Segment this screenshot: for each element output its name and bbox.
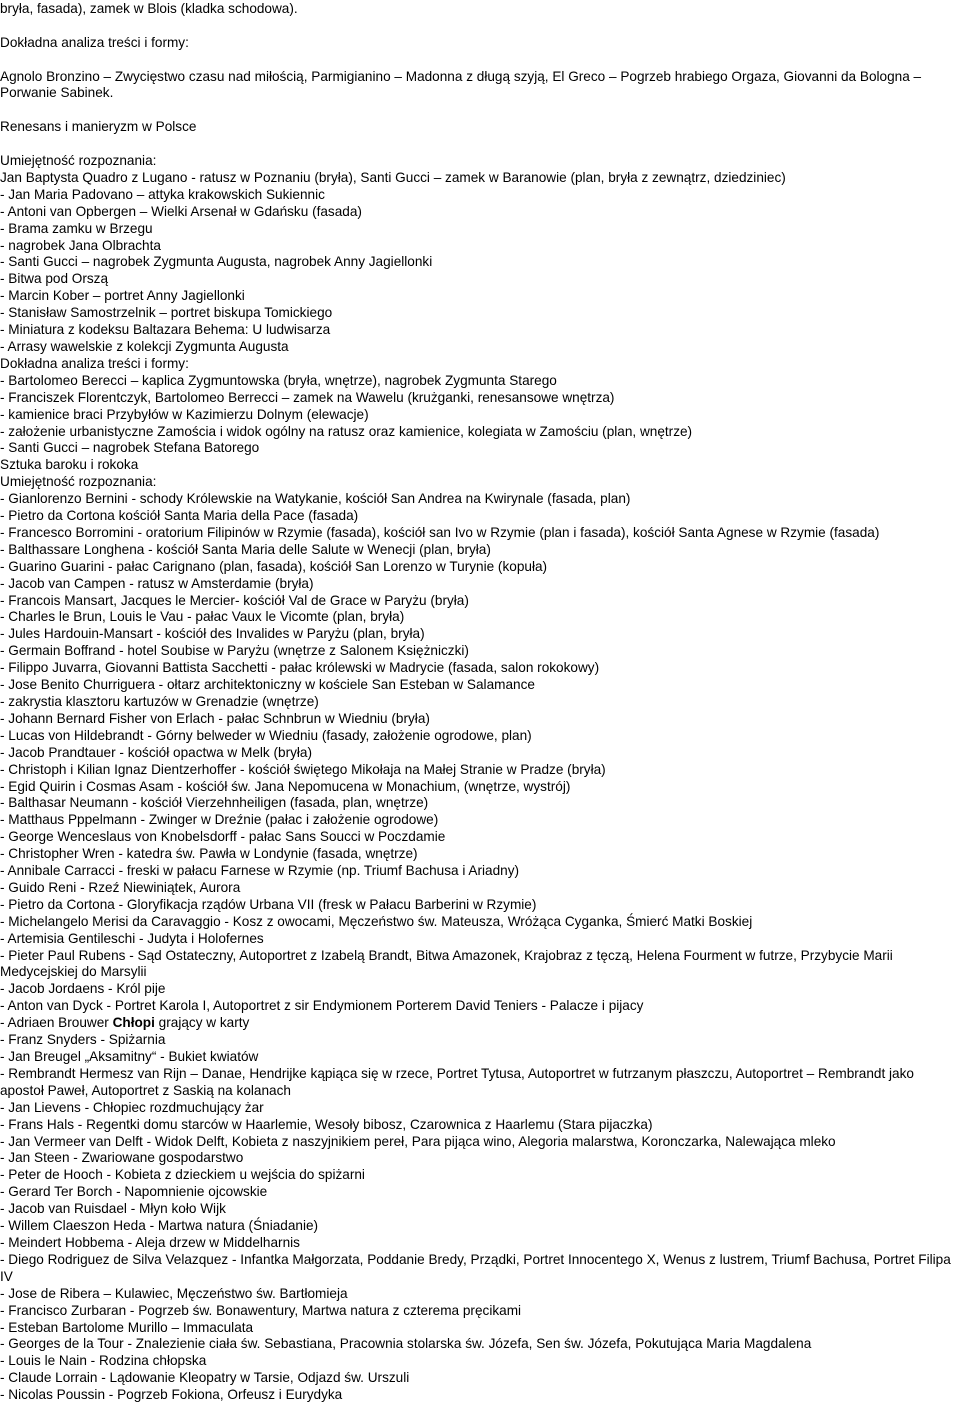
polish-analysis-list [0,373,958,458]
list-item: - Esteban Bartolome Murillo – Immaculata [0,1319,254,1335]
list-item: - Diego Rodriguez de Silva Velazquez - Infantka Małgorzata, Poddanie Bredy, Prządki, Portret Innocentego X, Wenus z lustrem, Triumf Bachusa, Portret Filipa IV [0,1251,951,1284]
intro-analysis-text: Agnolo Bronzino – Zwycięstwo czasu nad miłością, Parmigianino – Madonna z długą szyją, El Greco – Pogrzeb hrabiego Orgaza, Giovanni da Bologna – Porwanie Sabinek. [0,68,922,101]
list-item: - Filippo Juvarra, Giovanni Battista Sacchetti - pałac królewski w Madrycie (fasada, salon rokokowy) [0,660,600,676]
list-item: - Jacob Jordaens - Król pije [0,981,166,997]
list-item: - Rembrandt Hermesz van Rijn – Danae, Hendrijke kąpiąca się w rzece, Portret Tytusa, Autoportret w futrzanym płaszczu, Autoportret – Rembrandt jako apostoł Paweł, Autoportret z Saskią na kolanach [0,1065,914,1098]
spacer [0,52,958,69]
baroque-list-part-1 [0,491,958,1015]
document-page [0,1,958,1404]
list-item: - Santi Gucci – nagrobek Zygmunta Augusta, nagrobek Anny Jagiellonki [0,254,433,270]
list-item: - Michelangelo Merisi da Caravaggio - Kosz z owocami, Męczeństwo św. Mateusza, Wróżąca Cyganka, Śmierć Matki Boskiej [0,913,753,929]
polish-section-heading: Renesans i manieryzm w Polsce [0,119,197,135]
list-item: - Jose Benito Churriguera - ołtarz architektoniczny w kościele San Esteban w Salamance [0,677,535,693]
list-item: - Pietro da Cortona kościół Santa Maria della Pace (fasada) [0,508,359,524]
list-item: - Georges de la Tour - Znalezienie ciała św. Sebastiana, Pracownia stolarska św. Józefa, Sen św. Józefa, Pokutująca Maria Magdalena [0,1336,812,1352]
spacer [0,18,958,35]
list-item: - założenie urbanistyczne Zamościa i widok ogólny na ratusz oraz kamienice, kolegiata w Zamościu (plan, wnętrze) [0,423,693,439]
list-item: - Louis le Nain - Rodzina chłopska [0,1353,207,1369]
list-item: - Meindert Hobbema - Aleja drzew w Middelharnis [0,1234,300,1250]
list-item: - Christopher Wren - katedra św. Pawła w Londynie (fasada, wnętrze) [0,846,418,862]
list-item: - Miniatura z kodeksu Baltazara Behema: U ludwisarza [0,322,331,338]
list-item: - Franciszek Florentczyk, Bartolomeo Berrecci – zamek na Wawelu (krużganki, renesansowe wnętrza) [0,389,615,405]
list-item: - Gianlorenzo Bernini - schody Królewskie na Watykanie, kościół San Andrea na Kwirynale (fasada, plan) [0,491,631,507]
list-item: - Jose de Ribera – Kulawiec, Męczeństwo św. Bartłomieja [0,1285,348,1301]
list-item: - Guarino Guarini - pałac Carignano (plan, fasada), kościół San Lorenzo w Turynie (kopuła) [0,558,548,574]
list-item: - Frans Hals - Regentki domu starców w Haarlemie, Wesoły bibosz, Czarownica z Haarlemu (Stara pijaczka) [0,1116,653,1132]
list-item: - Bitwa pod Orszą [0,271,109,287]
polish-recognition-list [0,170,958,356]
list-item: - Jules Hardouin-Mansart - kościół des Invalides w Paryżu (plan, bryła) [0,626,425,642]
spacer [0,102,958,119]
brouwer-bold-title: Chłopi [112,1015,155,1031]
list-item: - Balthassare Longhena - kościół Santa Maria delle Salute w Wenecji (plan, bryła) [0,541,491,557]
baroque-list-part-2 [0,1032,958,1404]
list-item: - Pieter Paul Rubens - Sąd Ostateczny, Autoportret z Izabelą Brandt, Bitwa Amazonek, Krajobraz z tęczą, Helena Fourment w futrze, Przybycie Marii Medycejskiej do Marsylii [0,947,893,980]
list-item: - Jan Maria Padovano – attyka krakowskich Sukiennic [0,186,325,202]
list-item: - Jan Vermeer van Delft - Widok Delft, Kobieta z naszyjnikiem pereł, Para pijąca wino, Alegoria malarstwa, Koronczarka, Nalewająca mleko [0,1133,836,1149]
list-item: - Antoni van Opbergen – Wielki Arsenał w Gdańsku (fasada) [0,203,362,219]
list-item: - Germain Boffrand - hotel Soubise w Paryżu (wnętrze z Salonem Księżniczki) [0,643,469,659]
list-item: - Gerard Ter Borch - Napomnienie ojcowskie [0,1184,268,1200]
list-item: - Jacob Prandtauer - kościół opactwa w Melk (bryła) [0,744,313,760]
list-item: - George Wenceslaus von Knobelsdorff - pałac Sans Soucci w Poczdamie [0,829,446,845]
list-item: - Franz Snyders - Spiżarnia [0,1032,166,1048]
list-item: - Lucas von Hildebrandt - Górny belweder w Wiedniu (fasady, założenie ogrodowe, plan) [0,727,532,743]
list-item: - Matthaus Pppelmann - Zwinger w Dreźnie (pałac i założenie ogrodowe) [0,812,439,828]
brouwer-prefix: - Adriaen Brouwer [0,1015,113,1031]
list-item: Jan Baptysta Quadro z Lugano - ratusz w Poznaniu (bryła), Santi Gucci – zamek w Baranowie (plan, bryła z zewnątrz, dziedziniec) [0,169,786,185]
list-item: - Claude Lorrain - Lądowanie Kleopatry w Tarsie, Odjazd św. Urszuli [0,1370,410,1386]
brouwer-suffix: grający w karty [154,1015,250,1031]
list-item: - Jan Breugel „Aksamitny“ - Bukiet kwiatów [0,1049,259,1064]
list-item: - Jacob van Ruisdael - Młyn koło Wijk [0,1201,226,1217]
list-item: - Santi Gucci – nagrobek Stefana Batorego [0,440,260,456]
list-item: - Balthasar Neumann - kościół Vierzehnheiligen (fasada, plan, wnętrze) [0,795,429,811]
baroque-section-heading: Sztuka baroku i rokoka [0,457,139,473]
list-item: - Anton van Dyck - Portret Karola I, Autoportret z sir Endymionem Porterem David Teniers - Palacze i pijacy [0,998,644,1014]
list-item: - Marcin Kober – portret Anny Jagiellonki [0,288,245,304]
list-item: - Guido Reni - Rzeź Niewiniątek, Aurora [0,879,241,895]
polish-analysis-heading: Dokładna analiza treści i formy: [0,355,189,371]
list-item: - Jan Lievens - Chłopiec rozdmuchujący żar [0,1099,264,1115]
list-item: - nagrobek Jana Olbrachta [0,237,161,253]
list-item: - Artemisia Gentileschi - Judyta i Holofernes [0,930,264,946]
list-item: - Egid Quirin i Cosmas Asam - kościół św. Jana Nepomucena w Monachium, (wnętrze, wystrój) [0,778,571,794]
list-item: - Pietro da Cortona - Gloryfikacja rządów Urbana VII (fresk w Pałacu Barberini w Rzymie) [0,896,537,912]
list-item: - Francisco Zurbaran - Pogrzeb św. Bonawentury, Martwa natura z czterema pręcikami [0,1302,522,1318]
list-item: - Charles le Brun, Louis le Vau - pałac Vaux le Vicomte (plan, bryła) [0,609,405,625]
list-item: - Stanisław Samostrzelnik – portret biskupa Tomickiego [0,305,333,321]
list-item: - Johann Bernard Fisher von Erlach - pałac Schnbrun w Wiedniu (bryła) [0,710,430,726]
polish-recognition-heading: Umiejętność rozpoznania: [0,153,157,169]
list-item: - Peter de Hooch - Kobieta z dzieckiem u wejścia do spiżarni [0,1167,365,1183]
list-item: - zakrystia klasztoru kartuzów w Grenadzie (wnętrze) [0,693,319,709]
list-item: - Nicolas Poussin - Pogrzeb Fokiona, Orfeusz i Eurydyka [0,1387,343,1403]
list-item: - Francois Mansart, Jacques le Mercier- kościół Val de Grace w Paryżu (bryła) [0,592,469,608]
intro-first-line: bryła, fasada), zamek w Blois (kladka schodowa). [0,1,298,16]
list-item: - Arrasy wawelskie z kolekcji Zygmunta Augusta [0,339,289,354]
list-item: - Francesco Borromini - oratorium Filipinów w Rzymie (fasada), kościół san Ivo w Rzymie (plan i fasada), kościół Santa Agnese w Rzymie (fasada) [0,524,880,540]
intro-analysis-heading: Dokładna analiza treści i formy: [0,34,189,50]
list-item: - Jan Steen - Zwariowane gospodarstwo [0,1150,244,1166]
list-item: - Christoph i Kilian Ignaz Dientzerhoffer - kościół świętego Mikołaja na Małej Stranie w Pradze (bryła) [0,761,606,777]
list-item: - Bartolomeo Berecci – kaplica Zygmuntowska (bryła, wnętrze), nagrobek Zygmunta Starego [0,372,557,388]
list-item: - Jacob van Campen - ratusz w Amsterdamie (bryła) [0,575,314,591]
list-item: - Annibale Carracci - freski w pałacu Farnese w Rzymie (np. Triumf Bachusa i Ariadny) [0,863,520,879]
baroque-recognition-heading: Umiejętność rozpoznania: [0,474,157,490]
list-item: - kamienice braci Przybyłów w Kazimierzu Dolnym (elewacje) [0,406,369,422]
list-item-brouwer [0,1015,958,1032]
list-item: - Brama zamku w Brzegu [0,220,153,236]
spacer [0,136,958,153]
list-item: - Willem Claeszon Heda - Martwa natura (Śniadanie) [0,1218,319,1234]
